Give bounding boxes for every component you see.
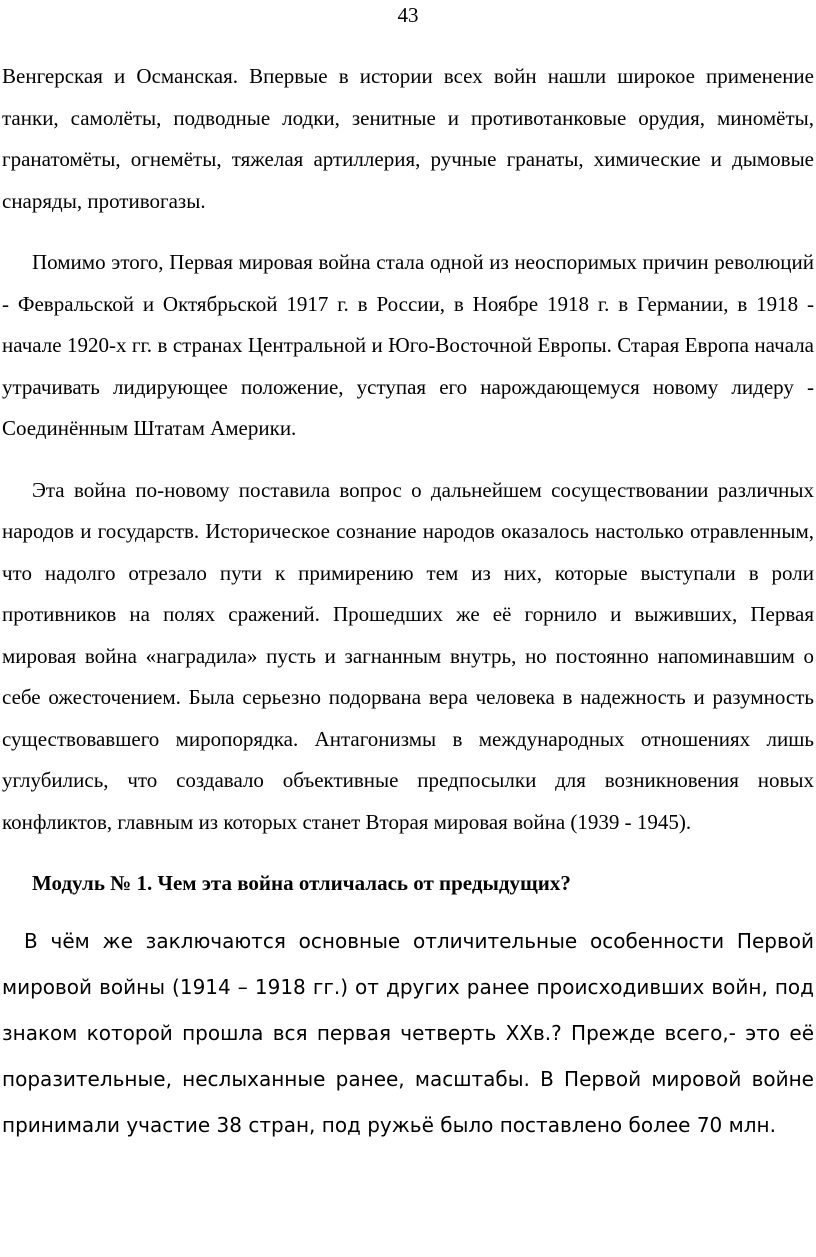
paragraph-gap (2, 904, 814, 918)
paragraph-gap (2, 450, 814, 470)
document-body (2, 56, 814, 1148)
module-heading: Модуль № 1. Чем эта война отличалась от предыдущих? (32, 871, 571, 895)
paragraph-gap (2, 222, 814, 242)
module-paragraph: В чём же заключаются основные отличительные особенности Первой мировой войны (1914 – 1918 гг.) от других ранее происходивших войн, под знаком которой прошла вся первая четверть ХХв.? Прежде всего,- это её поразительные, неслыханные ранее, масштабы. В Первой мировой войне принимали участие 38 стран, под ружьё было поставлено более 70 млн. (2, 929, 814, 1137)
paragraph-revolutions: Помимо этого, Первая мировая война стала одной из неоспоримых причин революций - Февральской и Октябрьской 1917 г. в России, в Ноябре 1918 г. в Германии, в 1918 - начале 1920-х гг. в странах Центральной и Юго-Восточной Европы. Старая Европа начала утрачивать лидирующее положение, уступая его нарождающемуся новому лидеру - Соединённым Штатам Америки. (2, 250, 814, 440)
paragraph-gap (2, 843, 814, 863)
paragraph-weapons: Венгерская и Османская. Впервые в истории всех войн нашли широкое применение танки, самолёты, подводные лодки, зенитные и противотанковые орудия, миномёты, гранатомёты, огнемёты, тяжелая артиллерия, ручные гранаты, химические и дымовые снаряды, противогазы. (2, 64, 814, 213)
paragraph-consequences: Эта война по-новому поставила вопрос о дальнейшем сосуществовании различных народов и государств. Историческое сознание народов оказалось настолько отравленным, что надолго отрезало пути к примирению тем из них, которые выступали в роли противников на полях сражений. Прошедших же её горнило и выживших, Первая мировая война «наградила» пусть и загнанным внутрь, но постоянно напоминавшим о себе ожесточением. Была серьезно подорвана вера человека в надежность и разумность существовавшего миропорядка. Антагонизмы в международных отношениях лишь углубились, что создавало объективные предпосылки для возникновения новых конфликтов, главным из которых станет Вторая мировая война (1939 - 1945). (2, 477, 814, 834)
page-number: 43 (397, 3, 419, 27)
